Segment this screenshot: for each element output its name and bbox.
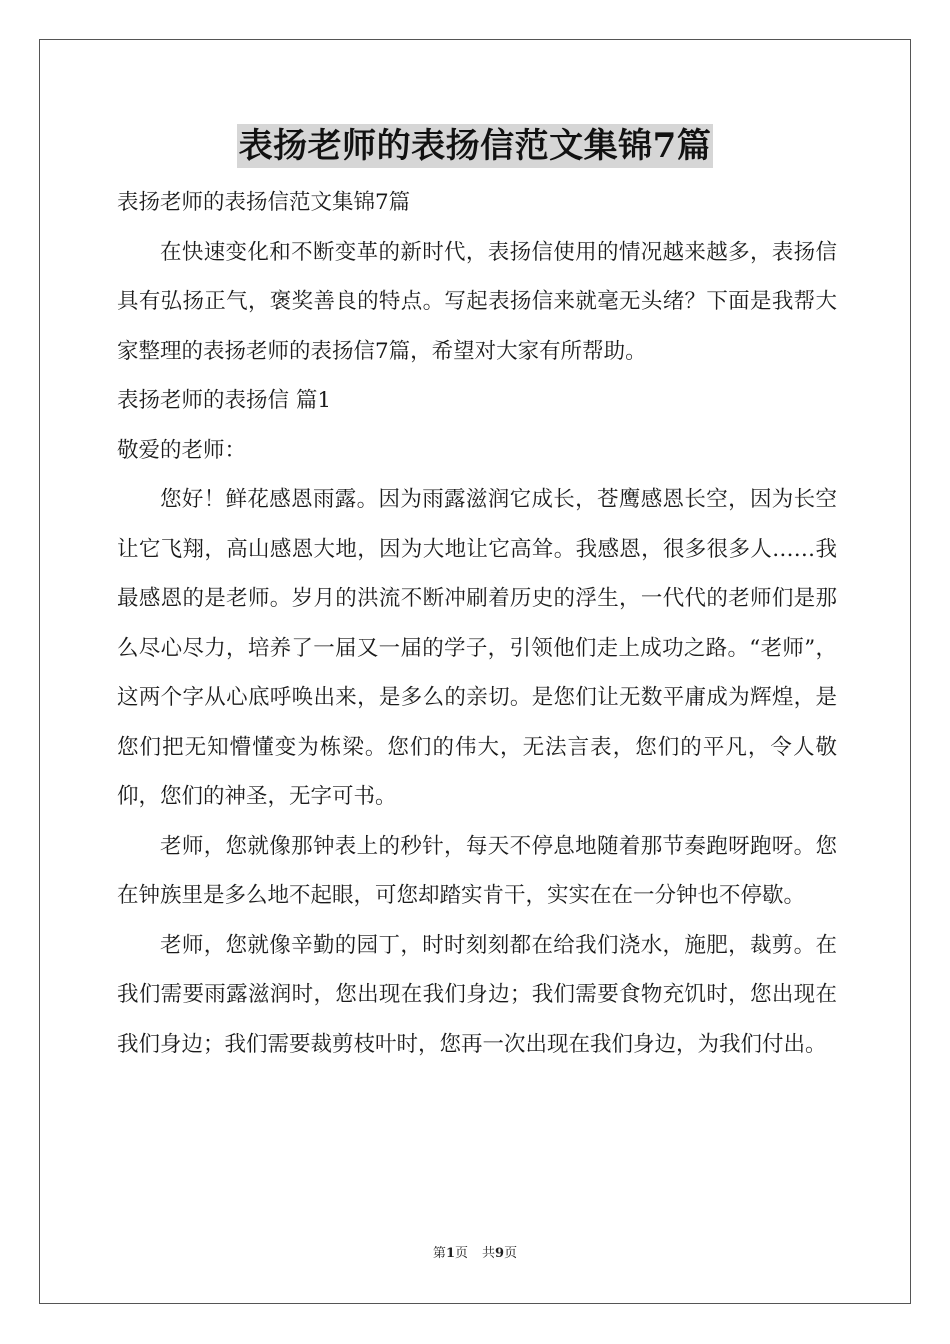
page-mid: 页 bbox=[454, 1246, 468, 1261]
page-prefix: 第 bbox=[432, 1246, 446, 1261]
body-paragraph: 老师，您就像那钟表上的秒针，每天不停息地随着那节奏跑呀跑呀。您在钟族里是多么地不起眼，可您却踏实肯干，实实在在一分钟也不停歇。 bbox=[117, 833, 837, 908]
document-title: 表扬老师的表扬信范文集锦7篇 bbox=[238, 126, 712, 166]
body-paragraph: 老师，您就像辛勤的园丁，时时刻刻都在给我们浇水，施肥，裁剪。在我们需要雨露滋润时，您出现在我们身边；我们需要食物充饥时，您出现在我们身边；我们需要裁剪枝叶时，您再一次出现在我们身边，为我们付出。 bbox=[117, 932, 837, 1057]
total-suffix: 页 bbox=[504, 1246, 518, 1261]
section-heading: 表扬老师的表扬信 篇1 bbox=[117, 388, 332, 413]
total-page-number: 9 bbox=[495, 1246, 505, 1261]
body-paragraph: 您好！鲜花感恩雨露。因为雨露滋润它成长，苍鹰感恩长空，因为长空让它飞翔，高山感恩大地，因为大地让它高耸。我感恩，很多很多人……我最感恩的是老师。岁月的洪流不断冲刷着历史的浮生，一代代的老师们是那么尽心尽力，培养了一届又一届的学子，引领他们走上成功之路。“老师”，这两个字从心底呼唤出来，是多么的亲切。是您们让无数平庸成为辉煌，是您们把无知懵懂变为栋梁。您们的伟大，无法言表，您们的平凡，令人敬仰，您们的神圣，无字可书。 bbox=[117, 487, 837, 809]
total-prefix: 共 bbox=[482, 1246, 496, 1261]
title-container bbox=[0, 124, 950, 168]
salutation: 敬爱的老师： bbox=[117, 437, 247, 463]
page-footer bbox=[0, 1246, 950, 1262]
subtitle-paragraph: 表扬老师的表扬信范文集锦7篇 bbox=[117, 190, 411, 215]
current-page-number: 1 bbox=[445, 1246, 455, 1261]
intro-paragraph: 在快速变化和不断变革的新时代，表扬信使用的情况越来越多，表扬信具有弘扬正气，褒奖善良的特点。写起表扬信来就毫无头绪？下面是我帮大家整理的表扬老师的表扬信7篇，希望对大家有所帮助。 bbox=[117, 239, 837, 364]
document-body bbox=[117, 178, 837, 1069]
